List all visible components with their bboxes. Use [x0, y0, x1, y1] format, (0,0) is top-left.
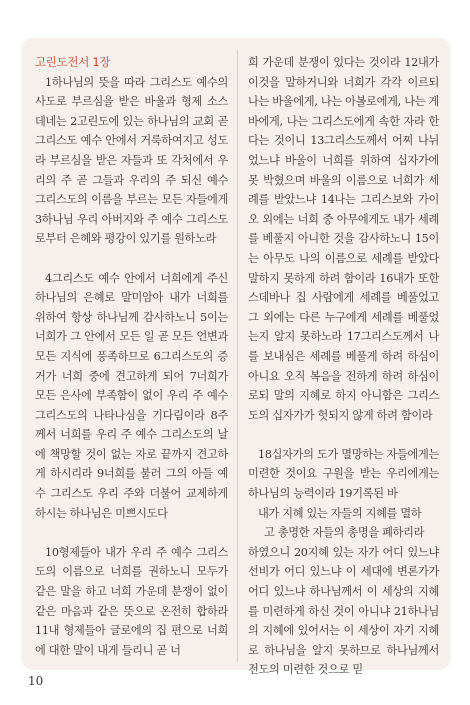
right-column — [248, 53, 439, 680]
book-title: 고린도전서 1장 — [35, 55, 111, 69]
paragraph: 4그리스도 예수 안에서 너희에게 주신 하나님의 은혜로 말미암아 내가 너희를 위하여 항상 하나님께 감사하노니 5이는 너희가 그 안에서 모든 일 곧 모든 언변과 모든 지식에 풍족하므로 6그리스도의 증거가 너희 중에 견고하게 되어 7너희가 모든 은사에 부족함이 없이 우리 주 예수 그리스도의 나타나심을 기다림이라 8주께서 너희를 우리 주 예수 그리스도의 날에 책망할 것이 없는 자로 끝까지 견고하게 하시리라 9너희를 불러 그의 아들 예수 그리스도 우리 주와 더불어 교제하게 하시는 하나님은 미쁘시도다 — [35, 271, 228, 520]
paragraph: 10형제들아 내가 우리 주 예수 그리스도의 이름으로 너희를 권하노니 모두가 같은 말을 하고 너희 가운데 분쟁이 없이 같은 마음과 같은 뜻으로 온전히 합하라 11내 형제들아 글로에의 집 편으로 너희에 대한 말이 내게 들리니 곧 너 — [35, 545, 228, 657]
left-column — [35, 53, 228, 660]
page-number: 10 — [28, 674, 44, 688]
quote-line: 내가 지혜 있는 자들의 지혜를 멸하 — [258, 506, 422, 520]
paragraph: 18십자가의 도가 멸망하는 자들에게는 미련한 것이요 구원을 받는 우리에게는 하나님의 능력이라 19기록된 바 — [248, 447, 440, 501]
paragraph: 1하나님의 뜻을 따라 그리스도 예수의 사도로 부르심을 받은 바울과 형제 소스데네는 2고린도에 있는 하나님의 교회 곧 그리스도 예수 안에서 거룩하여지고 성도라 부르심을 받은 자들과 또 각처에서 우리의 주 곧 그들과 우리의 주 되신 예수 그리스도의 이름을 부르는 모든 자들에게 3하나님 우리 아버지와 주 예수 그리스도로부터 은혜와 평강이 있기를 원하노라 — [35, 75, 228, 246]
page-card — [21, 38, 451, 677]
column-divider — [237, 50, 238, 662]
quote-line: 고 총명한 자들의 총명을 폐하리라 — [264, 526, 425, 540]
paragraph: 하였으니 20지혜 있는 자가 어디 있느냐 선비가 어디 있느냐 이 세대에 변론가가 어디 있느냐 하나님께서 이 세상의 지혜를 미련하게 하신 것이 아니냐 21하나님의 지혜에 있어서는 이 세상이 자기 지혜로 하나님을 알지 못하므로 하나님께서 전도의 미련한 것으로 믿 — [248, 545, 439, 677]
paragraph: 희 가운데 분쟁이 있다는 것이라 12내가 이것을 말하거니와 너희가 각각 이르되 나는 바울에게, 나는 아볼로에게, 나는 게바에게, 나는 그리스도에게 속한 자라 한다는 것이니 13그리스도께서 어찌 나뉘었느냐 바울이 너희를 위하여 십자가에 못 박혔으며 바울의 이름으로 너희가 세례를 받았느냐 14나는 그리스보와 가이오 외에는 너희 중 아무에게도 내가 세례를 베풀지 아니한 것을 감사하노니 15이는 아무도 나의 이름으로 세례를 받았다 말하지 못하게 하려 함이라 16내가 또한 스데바나 집 사람에게 세례를 베풀었고 그 외에는 다른 누구에게 세례를 베풀었는지 알지 못하노라 17그리스도께서 나를 보내심은 세례를 베풀게 하려 하심이 아니요 오직 복음을 전하게 하려 하심이로되 말의 지혜로 하지 아니함은 그리스도의 십자가가 헛되지 않게 하려 함이라 — [248, 56, 439, 422]
